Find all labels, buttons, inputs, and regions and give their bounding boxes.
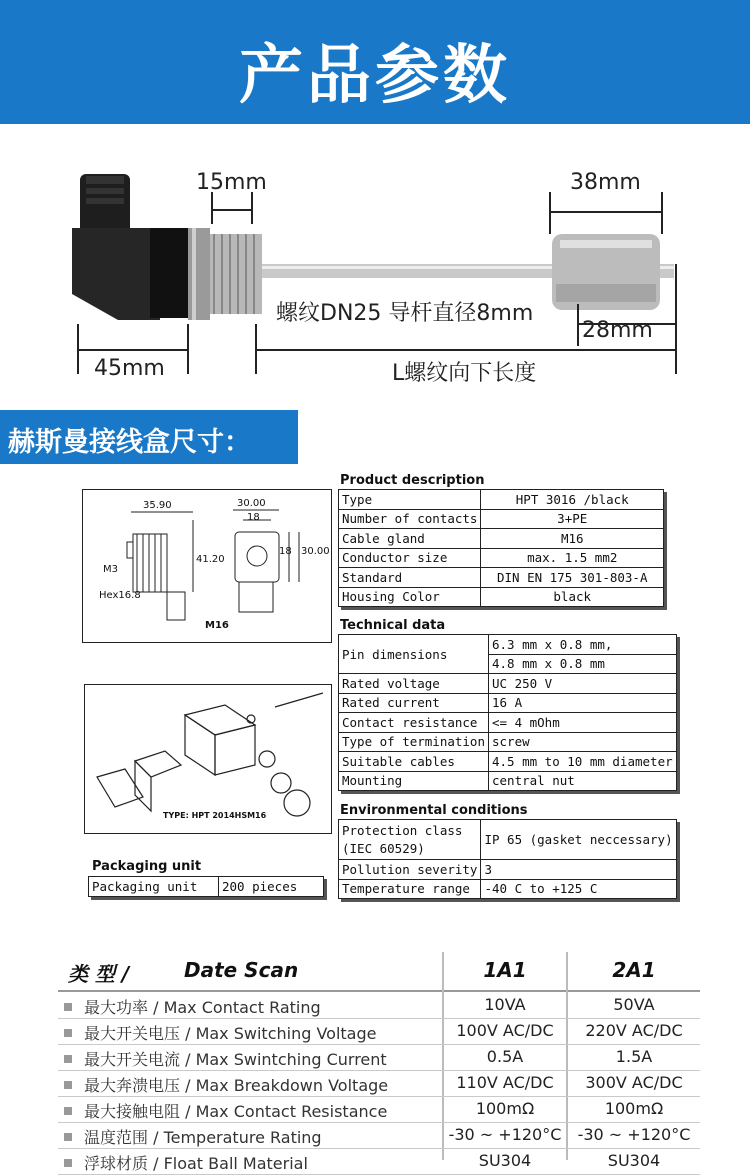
spec-value: screw — [489, 732, 677, 752]
page-title: 产品参数 — [239, 39, 511, 113]
table-row — [339, 548, 664, 568]
header-type-cn: 类 型 / — [68, 962, 130, 986]
spec-value: <= 4 mOhm — [489, 713, 677, 733]
section-title: 赫斯曼接线盒尺寸： — [8, 427, 251, 458]
product-description-title: Product description — [340, 473, 485, 488]
table-row — [339, 568, 664, 588]
spec-label: Suitable cables — [339, 752, 489, 772]
dim-b: 30.00 — [237, 498, 266, 509]
bullet-icon — [64, 1003, 72, 1011]
table-row — [58, 1046, 700, 1071]
table-row — [58, 1150, 700, 1175]
table-row — [339, 879, 677, 899]
row-label: 最大接触电阻 / Max Contact Resistance — [84, 1102, 388, 1121]
table-row — [339, 529, 664, 549]
spec-label: Housing Color — [339, 587, 481, 607]
table-row — [339, 490, 664, 510]
row-label: 最大开关电流 / Max Swintching Current — [84, 1050, 387, 1069]
table-row — [339, 693, 677, 713]
table-row — [339, 771, 677, 791]
exploded-view-drawing — [84, 684, 332, 834]
packaging-value: 200 pieces — [219, 877, 324, 897]
table-row — [58, 994, 700, 1019]
table-row — [339, 860, 677, 880]
bullet-icon — [64, 1159, 72, 1167]
spec-value: DIN EN 175 301-803-A — [481, 568, 664, 588]
value-1a1: 10VA — [484, 995, 526, 1014]
spec-label: Rated current — [339, 693, 489, 713]
pin-value-2: 4.8 mm x 0.8 mm — [489, 654, 677, 674]
technical-data-title: Technical data — [340, 618, 446, 633]
value-1a1: 110V AC/DC — [456, 1073, 554, 1092]
dimension-drawing — [82, 489, 332, 643]
dim-f: 30.00 — [301, 546, 330, 557]
spec-value: 3 — [481, 860, 676, 880]
row-label: 最大开关电压 / Max Switching Voltage — [84, 1024, 377, 1043]
bullet-icon — [64, 1107, 72, 1115]
value-1a1: SU304 — [478, 1151, 532, 1170]
table-row — [58, 1124, 700, 1149]
type-caption: TYPE: HPT 2014HSM16 — [163, 811, 267, 820]
product-description-table — [338, 489, 664, 607]
value-1a1: 100V AC/DC — [456, 1021, 554, 1040]
table-row — [339, 635, 677, 655]
table-row — [58, 1020, 700, 1045]
table-row — [339, 587, 664, 607]
table-row — [339, 820, 677, 860]
packaging-table — [88, 876, 324, 897]
spec-label: Rated voltage — [339, 674, 489, 694]
technical-data-table — [338, 634, 677, 791]
product-photo — [0, 124, 750, 400]
spec-label: Pollution severity — [339, 860, 481, 880]
spec-label: Contact resistance — [339, 713, 489, 733]
value-2a1: -30 ~ +120°C — [577, 1125, 691, 1144]
value-2a1: 1.5A — [615, 1047, 653, 1066]
row-label: 温度范围 / Temperature Rating — [84, 1128, 322, 1147]
table-row — [339, 732, 677, 752]
value-1a1: 0.5A — [486, 1047, 524, 1066]
value-1a1: 100mΩ — [475, 1099, 535, 1118]
row-label: 最大奔溃电压 / Max Breakdown Voltage — [84, 1076, 389, 1095]
value-2a1: 220V AC/DC — [585, 1021, 683, 1040]
dim-a: 35.90 — [143, 500, 172, 511]
thread-label: 螺纹DN25 导杆直径8mm — [276, 301, 534, 326]
spec-value: black — [481, 587, 664, 607]
protection-label-line2: (IEC 60529) — [342, 840, 425, 856]
spec-value: max. 1.5 mm2 — [481, 548, 664, 568]
spec-value: central nut — [489, 771, 677, 791]
spec-label: Temperature range — [339, 879, 481, 899]
bullet-icon — [64, 1081, 72, 1089]
spec-label: Cable gland — [339, 529, 481, 549]
header-date-scan: Date Scan — [184, 958, 299, 982]
spec-label: Mounting — [339, 771, 489, 791]
header-1a1: 1A1 — [483, 958, 527, 982]
header-banner — [0, 0, 750, 124]
environmental-table — [338, 819, 677, 899]
m16-label: M16 — [205, 620, 229, 631]
bullet-icon — [64, 1133, 72, 1141]
environmental-title: Environmental conditions — [340, 803, 528, 818]
table-row — [58, 1072, 700, 1097]
spec-label: Type — [339, 490, 481, 510]
dim-15mm: 15mm — [196, 170, 267, 195]
pin-dimensions-label: Pin dimensions — [339, 635, 489, 674]
row-label: 最大功率 / Max Contact Rating — [84, 998, 321, 1017]
bullet-icon — [64, 1029, 72, 1037]
table-row — [339, 509, 664, 529]
spec-value: UC 250 V — [489, 674, 677, 694]
table-row — [339, 674, 677, 694]
table-row — [339, 752, 677, 772]
value-2a1: 100mΩ — [604, 1099, 664, 1118]
value-2a1: 300V AC/DC — [585, 1073, 683, 1092]
m3-label: M3 — [103, 564, 118, 575]
value-1a1: -30 ~ +120°C — [448, 1125, 562, 1144]
comparison-header — [58, 952, 700, 992]
protection-class-value: IP 65 (gasket neccessary) — [481, 820, 676, 860]
spec-value: 4.5 mm to 10 mm diameter — [489, 752, 677, 772]
row-label: 浮球材质 / Float Ball Material — [84, 1154, 308, 1173]
table-row — [58, 1098, 700, 1123]
protection-class-label — [339, 820, 481, 860]
spec-value: 3+PE — [481, 509, 664, 529]
dim-e: 18 — [279, 546, 292, 557]
packaging-title: Packaging unit — [92, 859, 202, 874]
pin-value-1: 6.3 mm x 0.8 mm, — [489, 635, 677, 655]
dim-28mm: 28mm — [582, 318, 653, 343]
value-2a1: SU304 — [607, 1151, 661, 1170]
spec-label: Conductor size — [339, 548, 481, 568]
dim-c: 18 — [247, 512, 260, 523]
spec-label: Number of contacts — [339, 509, 481, 529]
length-label: L螺纹向下长度 — [392, 361, 537, 386]
spec-value: 16 A — [489, 693, 677, 713]
dim-38mm: 38mm — [570, 170, 641, 195]
protection-label-line1: Protection class — [342, 822, 463, 838]
dim-45mm: 45mm — [94, 356, 165, 381]
spec-value: M16 — [481, 529, 664, 549]
spec-value: HPT 3016 /black — [481, 490, 664, 510]
spec-label: Standard — [339, 568, 481, 588]
header-2a1: 2A1 — [612, 958, 656, 982]
bullet-icon — [64, 1055, 72, 1063]
hex-label: Hex16.8 — [99, 590, 141, 601]
table-row — [89, 877, 324, 897]
spec-label: Type of termination — [339, 732, 489, 752]
packaging-label: Packaging unit — [89, 877, 219, 897]
table-row — [339, 713, 677, 733]
value-2a1: 50VA — [613, 995, 655, 1014]
section-ribbon — [0, 410, 298, 464]
spec-value: -40 C to +125 C — [481, 879, 676, 899]
dim-d: 41.20 — [196, 554, 225, 565]
